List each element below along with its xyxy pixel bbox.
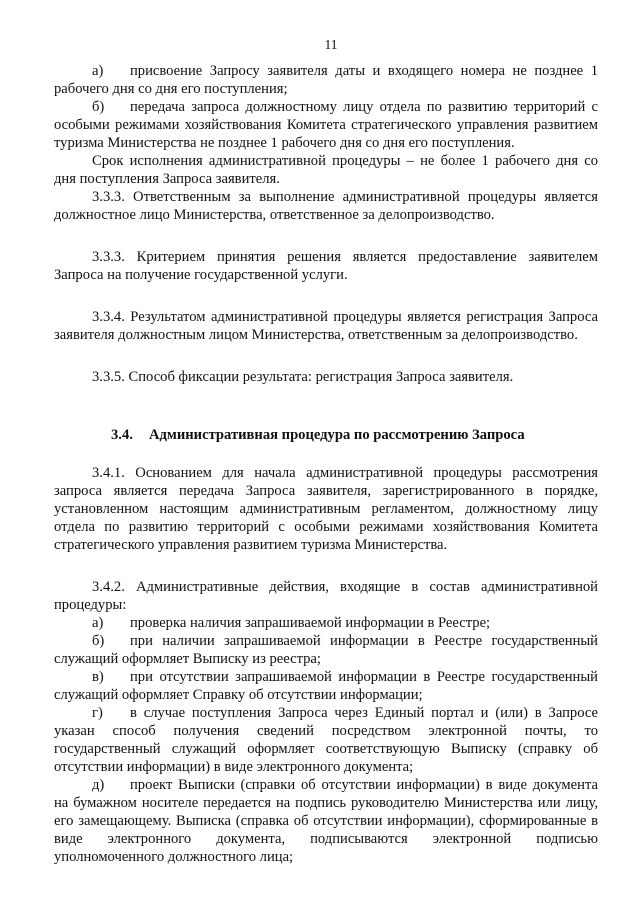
- list-item-text: проверка наличия запрашиваемой информации в Реестре;: [130, 615, 491, 631]
- section-number: 3.4.: [111, 427, 133, 443]
- list-item-v-bottom: [54, 668, 598, 704]
- paragraph-3-3-5-fixation: 3.3.5. Способ фиксации результата: регистрация Запроса заявителя.: [92, 369, 514, 385]
- list-item-b-bottom: [54, 632, 598, 668]
- list-item-text: в случае поступления Запроса через Единый портал и (или) в Запросе указан способ получения сведений посредством электронной почты, то государственный служащий оформляет соответствующую Выписку (справку об отсутствии информации) в виде электронного документа;: [54, 705, 598, 775]
- deadline-paragraph: Срок исполнения административной процедуры – не более 1 рабочего дня со дня поступления Запроса заявителя.: [54, 153, 598, 187]
- section-heading-3-4: [54, 426, 598, 444]
- list-item-a-top: [54, 62, 598, 98]
- list-marker: г): [92, 705, 103, 721]
- list-marker: б): [92, 99, 105, 115]
- list-item-g-bottom: [54, 704, 598, 776]
- list-marker: а): [92, 615, 104, 631]
- section-title: Административная процедура по рассмотрению Запроса: [149, 427, 525, 443]
- list-item-text: проект Выписки (справки об отсутствии информации) в виде документа на бумажном носителе передается на подпись руководителю Министерства или лицу, его замещающему. Выписка (справка об отсутствии информации), сформированные в виде электронного документа, подписываются электронной подписью уполномоченного должностного лица;: [54, 777, 598, 865]
- list-marker: в): [92, 669, 104, 685]
- list-item-text: при отсутствии запрашиваемой информации в Реестре государственный служащий оформляет Справку об отсутствии информации;: [54, 669, 598, 703]
- paragraph-3-3-3-responsible: 3.3.3. Ответственным за выполнение административной процедуры является должностное лицо Министерства, ответственное за делопроизводство.: [54, 189, 598, 223]
- list-item-text: при наличии запрашиваемой информации в Реестре государственный служащий оформляет Выписку из реестра;: [54, 633, 598, 667]
- list-marker: б): [92, 633, 105, 649]
- list-item-text: передача запроса должностному лицу отдела по развитию территорий с особыми режимами хозяйствования Комитета стратегического управления развитием туризма Министерства не позднее 1 рабочего дня со дня его поступления.: [54, 99, 598, 151]
- document-page: [54, 36, 598, 866]
- paragraph-3-4-2-actions: 3.4.2. Административные действия, входящие в состав административной процедуры:: [54, 579, 598, 613]
- paragraph-3-3-3-criterion: 3.3.3. Критерием принятия решения является предоставление заявителем Запроса на получение государственной услуги.: [54, 249, 598, 283]
- list-marker: д): [92, 777, 105, 793]
- page-number: 11: [324, 37, 338, 52]
- list-marker: а): [92, 63, 104, 79]
- list-item-d-bottom: [54, 776, 598, 866]
- paragraph-3-3-4-result: 3.3.4. Результатом административной процедуры является регистрация Запроса заявителя должностным лицом Министерства, ответственным за делопроизводство.: [54, 309, 598, 343]
- list-item-a-bottom: [54, 614, 598, 632]
- list-item-b-top: [54, 98, 598, 152]
- paragraph-3-4-1-basis: 3.4.1. Основанием для начала административной процедуры рассмотрения запроса является передача Запроса заявителя, зарегистрированного в порядке, установленном настоящим административным регламентом, должностному лицу отдела по развитию территорий с особыми режимами хозяйствования Комитета стратегического управления развитием туризма Министерства.: [54, 465, 598, 553]
- list-item-text: присвоение Запросу заявителя даты и входящего номера не позднее 1 рабочего дня со дня его поступления;: [54, 63, 598, 97]
